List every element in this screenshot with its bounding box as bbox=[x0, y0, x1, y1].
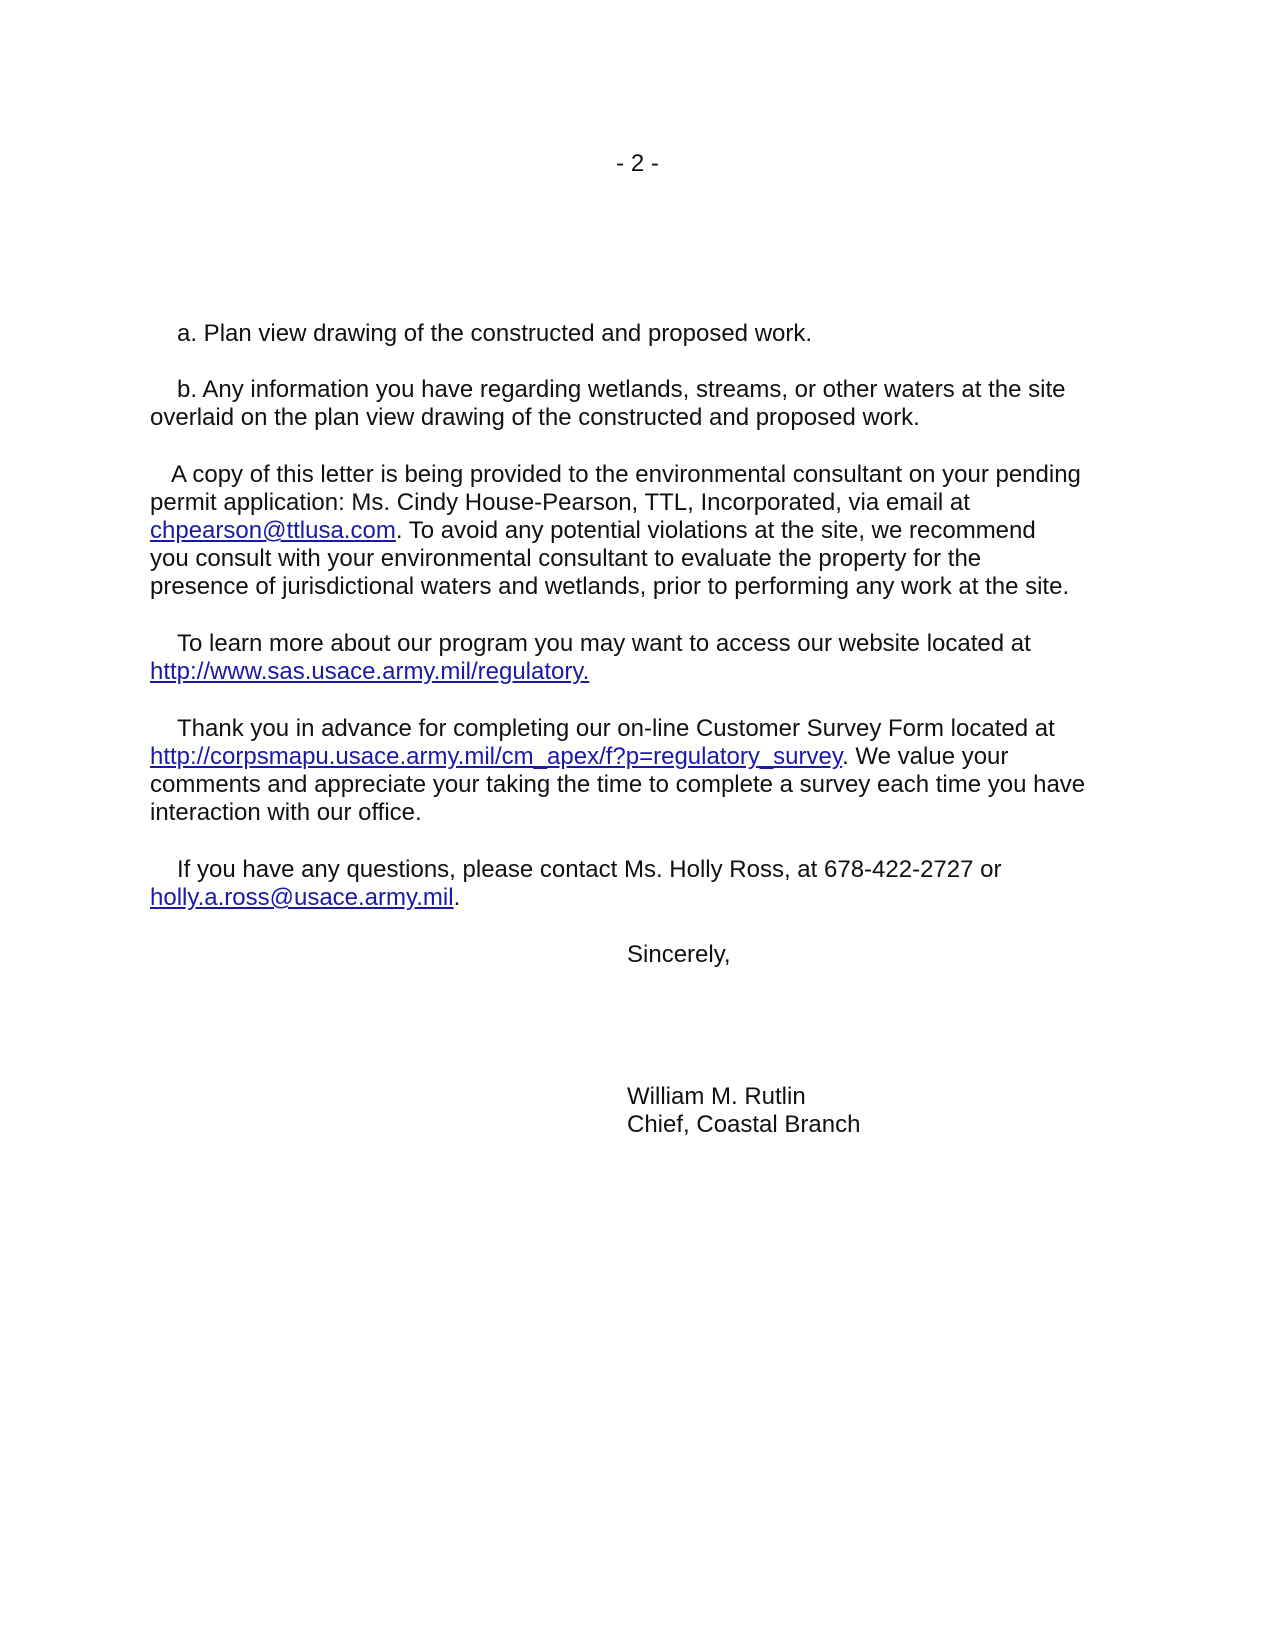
survey-paragraph-line-2-rest: . We value your bbox=[842, 743, 1009, 770]
survey-paragraph-line-1: Thank you in advance for completing our on-line Customer Survey Form located at bbox=[177, 715, 1055, 742]
signer-title: Chief, Coastal Branch bbox=[627, 1111, 861, 1138]
customer-survey-link[interactable]: http://corpsmapu.usace.army.mil/cm_apex/f?p=regulatory_survey bbox=[150, 743, 843, 770]
item-b-line-2: overlaid on the plan view drawing of the constructed and proposed work. bbox=[150, 404, 920, 431]
closing: Sincerely, bbox=[627, 941, 731, 968]
survey-paragraph-line-3: comments and appreciate your taking the time to complete a survey each time you have bbox=[150, 771, 1086, 798]
copy-paragraph-line-5: presence of jurisdictional waters and wetlands, prior to performing any work at the site. bbox=[150, 573, 1070, 600]
contact-paragraph-line-2-rest: . bbox=[453, 884, 461, 911]
contact-email-link[interactable]: holly.a.ross@usace.army.mil bbox=[150, 884, 454, 911]
signer-name: William M. Rutlin bbox=[627, 1083, 806, 1110]
copy-paragraph-line-2: permit application: Ms. Cindy House-Pearson, TTL, Incorporated, via email at bbox=[150, 489, 970, 516]
website-paragraph-line-1: To learn more about our program you may want to access our website located at bbox=[177, 630, 1031, 657]
contact-paragraph-line-2 bbox=[150, 884, 460, 912]
consultant-email-link[interactable]: chpearson@ttlusa.com bbox=[150, 517, 396, 544]
survey-paragraph-line-4: interaction with our office. bbox=[150, 799, 422, 826]
website-paragraph-line-2 bbox=[150, 658, 589, 686]
item-b-line-1: b. Any information you have regarding wetlands, streams, or other waters at the site bbox=[177, 376, 1066, 403]
item-a-line: a. Plan view drawing of the constructed and proposed work. bbox=[177, 320, 813, 347]
copy-paragraph-line-3-rest: . To avoid any potential violations at the site, we recommend bbox=[395, 517, 1036, 544]
page-number: - 2 - bbox=[616, 150, 659, 177]
regulatory-website-link[interactable]: http://www.sas.usace.army.mil/regulatory. bbox=[150, 658, 590, 685]
survey-paragraph-line-2 bbox=[150, 743, 1008, 771]
copy-paragraph-line-3 bbox=[150, 517, 1036, 545]
copy-paragraph-line-4: you consult with your environmental consultant to evaluate the property for the bbox=[150, 545, 982, 572]
copy-paragraph-line-1: A copy of this letter is being provided to the environmental consultant on your pending bbox=[171, 461, 1081, 488]
contact-paragraph-line-1: If you have any questions, please contact Ms. Holly Ross, at 678-422-2727 or bbox=[177, 856, 1002, 883]
